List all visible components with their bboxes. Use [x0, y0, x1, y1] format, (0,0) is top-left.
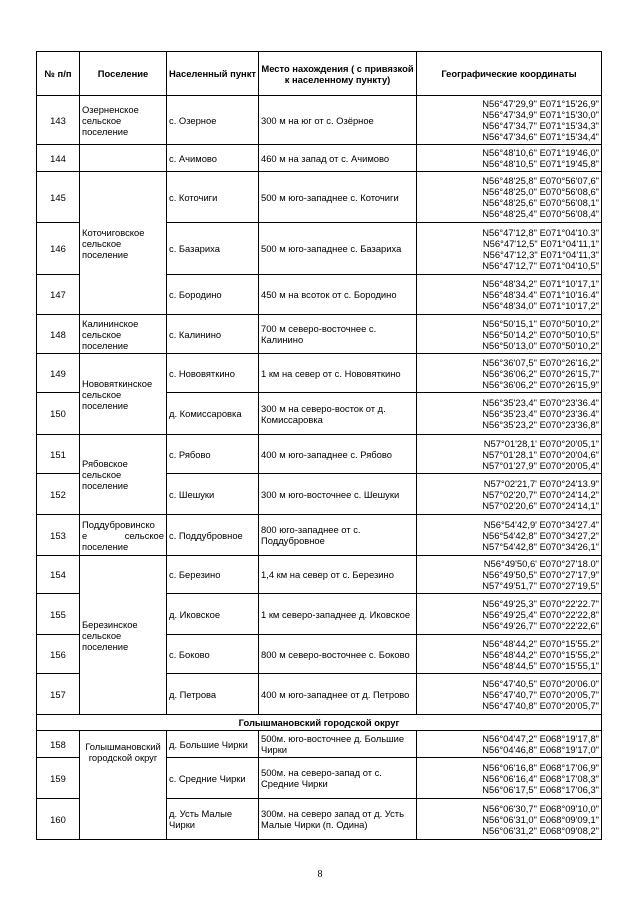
settlement-line	[82, 530, 164, 541]
table-row	[37, 172, 602, 223]
locality-cell: с. Нововяткино	[167, 354, 259, 393]
coordinate-line: N56°06'31,2" E068°09'08,2"	[482, 824, 599, 836]
header-settlement: Поселение	[80, 52, 167, 96]
coords-cell	[417, 145, 602, 172]
coordinate-line: N56°49'26,7" E070°22'22,6"	[482, 619, 599, 631]
coordinate-line: N56°47'29,9" E071°15'26,9"	[482, 98, 599, 109]
table-row	[37, 96, 602, 145]
coordinate-line: N56°06'17,5" E068°17'06,3"	[482, 783, 599, 795]
coordinate-line: N56°48'25,8" E070°56'07,6"	[482, 175, 599, 186]
coords-cell	[417, 223, 602, 275]
coordinate-line: N57°54'42,8" E070°34'26,1"	[482, 540, 599, 552]
coordinate-line: N57°01'27,9" E070°20'05,4"	[482, 459, 599, 471]
coordinate-line: N56°48'44,2" E070°15'55,2"	[482, 648, 599, 660]
place-cell: 500м. юго-восточнее д. Большие Чирки	[259, 731, 417, 758]
locality-cell: с. Рябово	[167, 435, 259, 474]
row-number: 148	[37, 315, 80, 354]
locality-cell: с. Калинино	[167, 315, 259, 354]
coordinate-line: N56°47'40,5" E070°20'06.0"	[482, 677, 599, 689]
coordinate-line: N56°04'46,8" E068°19'17,0"	[482, 744, 599, 755]
coordinate-line: N56°50'13,0" E070°50'10,2"	[482, 339, 599, 351]
settlement-cell: Березинское сельское поселение	[80, 556, 167, 715]
table-row	[37, 354, 602, 393]
coordinate-line: N56°47'12,5" E071°04'11,1"	[482, 237, 599, 249]
settlement-line: Поддубровинско	[82, 518, 155, 530]
coords-cell	[417, 758, 602, 799]
coordinate-line: N56°47'34,9" E071°15'30,0"	[482, 109, 599, 120]
place-cell: 450 м на всоток от с. Бородино	[259, 275, 417, 315]
coordinate-line: N57°01'28,1' E070°20'05,1"	[483, 437, 599, 449]
coordinate-line: N56°47'12,7" E071°04'10,5"	[482, 259, 599, 271]
row-number: 153	[37, 515, 80, 556]
coords-cell	[417, 354, 602, 393]
locality-cell: с. Базариха	[167, 223, 259, 275]
coords-cell	[417, 556, 602, 594]
place-cell: 400 м юго-западнее от д. Петрово	[259, 674, 417, 715]
place-cell: 800 м северо-восточнее с. Боково	[259, 635, 417, 674]
row-number: 149	[37, 354, 80, 393]
coordinate-line: N56°49'50,5" E070°27'17,9"	[482, 569, 599, 580]
coordinate-line: N57°49'51,7" E070°27'19,5"	[482, 580, 599, 591]
place-cell: 500 м юго-западнее с. Коточиги	[259, 172, 417, 223]
locality-cell: с. Средние Чирки	[167, 758, 259, 799]
settlement-cell: Нововяткинское сельское поселение	[80, 354, 167, 435]
place-cell: 400 м юго-западнее с. Рябово	[259, 435, 417, 474]
settlement-word: сельское	[124, 529, 164, 541]
coordinate-line: N56°06'31,0" E068°09'09,1"	[482, 813, 599, 825]
coords-cell	[417, 435, 602, 474]
coordinate-line: N56°48'44,5" E070°15'55,1"	[482, 659, 599, 671]
header-place: Место нахождения ( с привязкой к населенному пункту)	[259, 52, 417, 96]
table-row	[37, 315, 602, 354]
coordinate-line: N56°47'12,8" E071°04'10.3"	[482, 226, 599, 238]
coordinate-line: N56°48'25,0" E070°56'08,6"	[482, 186, 599, 197]
coordinate-line: N56°48'10,6" E071°19'46,0"	[482, 147, 599, 158]
place-cell: 300 м юго-восточнее с. Шешуки	[259, 474, 417, 515]
locality-cell: д. Петрова	[167, 674, 259, 715]
place-cell: 1,4 км на север от с. Березино	[259, 556, 417, 594]
coordinate-line: N56°48'25,6" E070°56'08,1"	[482, 197, 599, 208]
coordinate-line: N57°01'28,1" E070°20'04,6"	[482, 448, 599, 460]
locality-cell: д. Усть Малые Чирки	[167, 799, 259, 840]
coordinate-line: N56°48'34.4" E071°10'16.4"	[482, 289, 599, 300]
coordinate-line: N56°36'07,5" E070°26'16,2"	[482, 356, 599, 368]
row-number: 158	[37, 731, 80, 758]
coordinate-line: N56°47'34,7" E071°15'34,3"	[482, 120, 599, 131]
header-locality: Населенный пункт	[167, 52, 259, 96]
place-cell: 700 м северо-восточнее с. Калинино	[259, 315, 417, 354]
coordinate-line: N56°35'23,2" E070°23'36,8"	[482, 419, 599, 430]
coordinate-line: N56°50'15,1" E070°50'10,2"	[482, 317, 599, 329]
coords-cell	[417, 393, 602, 435]
coords-cell	[417, 315, 602, 354]
coords-cell	[417, 731, 602, 758]
row-number: 152	[37, 474, 80, 515]
place-cell: 460 м на запад от с. Ачимово	[259, 145, 417, 172]
place-cell: 1 км северо-западнее д. Иковское	[259, 594, 417, 635]
place-cell: 1 км на север от с. Нововяткино	[259, 354, 417, 393]
coords-cell	[417, 799, 602, 840]
locality-cell: с. Шешуки	[167, 474, 259, 515]
locality-cell: с. Березино	[167, 556, 259, 594]
row-number: 154	[37, 556, 80, 594]
coordinate-line: N56°50'14,2" E070°50'10,5"	[482, 328, 599, 340]
settlement-cell: Калининское сельское поселение	[80, 315, 167, 354]
coordinate-line: N56°06'30,7" E068°09'10,0"	[482, 802, 599, 814]
settlement-cell	[80, 145, 167, 172]
locality-cell: с. Бородино	[167, 275, 259, 315]
coords-cell	[417, 674, 602, 715]
settlement-line: поселение	[82, 540, 129, 552]
coordinate-line: N57°02'21,7' E070°24'13.9"	[483, 477, 599, 489]
row-number: 156	[37, 635, 80, 674]
locality-cell: с. Ачимово	[167, 145, 259, 172]
row-number: 157	[37, 674, 80, 715]
settlement-word: е	[82, 529, 88, 541]
coordinate-line: N56°47'34,6" E071°15'34,4"	[482, 131, 599, 142]
settlement-cell: Голышмановский городской округ	[80, 731, 167, 840]
place-cell: 300 м на северо-восток от д. Комиссаровка	[259, 393, 417, 435]
row-number: 150	[37, 393, 80, 435]
row-number: 146	[37, 223, 80, 275]
coordinate-line: N56°48'25,4" E070°56'08,4"	[482, 208, 599, 219]
settlement-cell: Озерненское сельское поселение	[80, 96, 167, 145]
row-number: 155	[37, 594, 80, 635]
coords-cell	[417, 474, 602, 515]
coordinate-line: N56°48'34,2" E071°10'17,1"	[482, 278, 599, 289]
table-row	[37, 556, 602, 594]
table-row	[37, 435, 602, 474]
coordinate-line: N57°02'20,7" E070°24'14,2"	[482, 488, 599, 500]
row-number: 147	[37, 275, 80, 315]
coordinate-line: N56°47'40,7" E070°20'05,7"	[482, 688, 599, 700]
coordinate-line: N56°06'16,8" E068°17'06,9"	[482, 761, 599, 773]
coords-cell	[417, 275, 602, 315]
locality-cell: с. Коточиги	[167, 172, 259, 223]
place-cell: 500 м юго-западнее с. Базариха	[259, 223, 417, 275]
header-coords: Географические координаты	[417, 52, 602, 96]
locality-cell: д. Комиссаровка	[167, 393, 259, 435]
coordinate-line: N56°35'23,4" E070°23'36.4"	[482, 397, 599, 408]
place-cell: 800 юго-западнее от с. Поддубровное	[259, 515, 417, 556]
coordinate-line: N56°48'10,5" E071°19'45,8"	[482, 158, 599, 169]
coords-cell	[417, 635, 602, 674]
coords-cell	[417, 96, 602, 145]
locality-cell: д. Иковское	[167, 594, 259, 635]
settlement-cell	[80, 515, 167, 556]
coordinate-line: N56°49'25,3" E070°22'22.7"	[482, 597, 599, 609]
coordinate-line: N56°54'42,9' E070°34'27.4"	[483, 518, 599, 530]
place-cell: 300 м на юг от с. Озёрное	[259, 96, 417, 145]
place-cell: 500м. на северо-запад от с. Средние Чирки	[259, 758, 417, 799]
coords-cell	[417, 594, 602, 635]
locality-cell: с. Боково	[167, 635, 259, 674]
row-number: 159	[37, 758, 80, 799]
header-row	[37, 52, 602, 96]
coordinate-line: N56°48'44,2" E070°15'55.2"	[482, 637, 599, 649]
coordinate-line: N57°02'20,6" E070°24'14,1"	[482, 499, 599, 511]
header-num: № п/п	[37, 52, 80, 96]
table-row	[37, 145, 602, 172]
coordinate-line: N56°36'06,2" E070°26'15,9"	[482, 378, 599, 390]
locality-cell: с. Озерное	[167, 96, 259, 145]
settlement-cell: Коточиговское сельское поселение	[80, 172, 167, 315]
coordinate-line: N56°35'23,4" E070°23'36.4"	[482, 408, 599, 419]
coordinate-line: N56°06'16,4" E068°17'08,3"	[482, 772, 599, 784]
coordinate-line: N56°49'50,6' E070°27'18.0"	[483, 558, 599, 569]
coordinate-line: N56°47'40,8" E070°20'05,7"	[482, 699, 599, 711]
coords-cell	[417, 515, 602, 556]
coordinate-line: N56°04'47,2" E068°19'17,8"	[482, 733, 599, 744]
row-number: 143	[37, 96, 80, 145]
settlement-cell: Рябовское сельское поселение	[80, 435, 167, 515]
coordinate-line: N56°47'12,3" E071°04'11,3"	[482, 248, 599, 260]
coordinate-line: N56°36'06,2" E070°26'15,7"	[482, 367, 599, 379]
section-row	[37, 715, 602, 731]
row-number: 151	[37, 435, 80, 474]
coordinate-line: N56°48'34,0" E071°10'17,2"	[482, 300, 599, 311]
row-number: 145	[37, 172, 80, 223]
section-title: Голышмановский городской округ	[37, 715, 602, 731]
locality-cell: д. Большие Чирки	[167, 731, 259, 758]
table-row	[37, 731, 602, 758]
coords-cell	[417, 172, 602, 223]
locations-table	[36, 51, 602, 840]
page-number: 8	[317, 869, 323, 880]
coordinate-line: N56°49'25,4" E070°22'22,8"	[482, 608, 599, 620]
row-number: 160	[37, 799, 80, 840]
coordinate-line: N56°54'42,8" E070°34'27,2"	[482, 529, 599, 541]
row-number: 144	[37, 145, 80, 172]
place-cell: 300м. на северо запад от д. Усть Малые Чирки (п. Одина)	[259, 799, 417, 840]
table-row	[37, 515, 602, 556]
locality-cell: с. Поддубровное	[167, 515, 259, 556]
